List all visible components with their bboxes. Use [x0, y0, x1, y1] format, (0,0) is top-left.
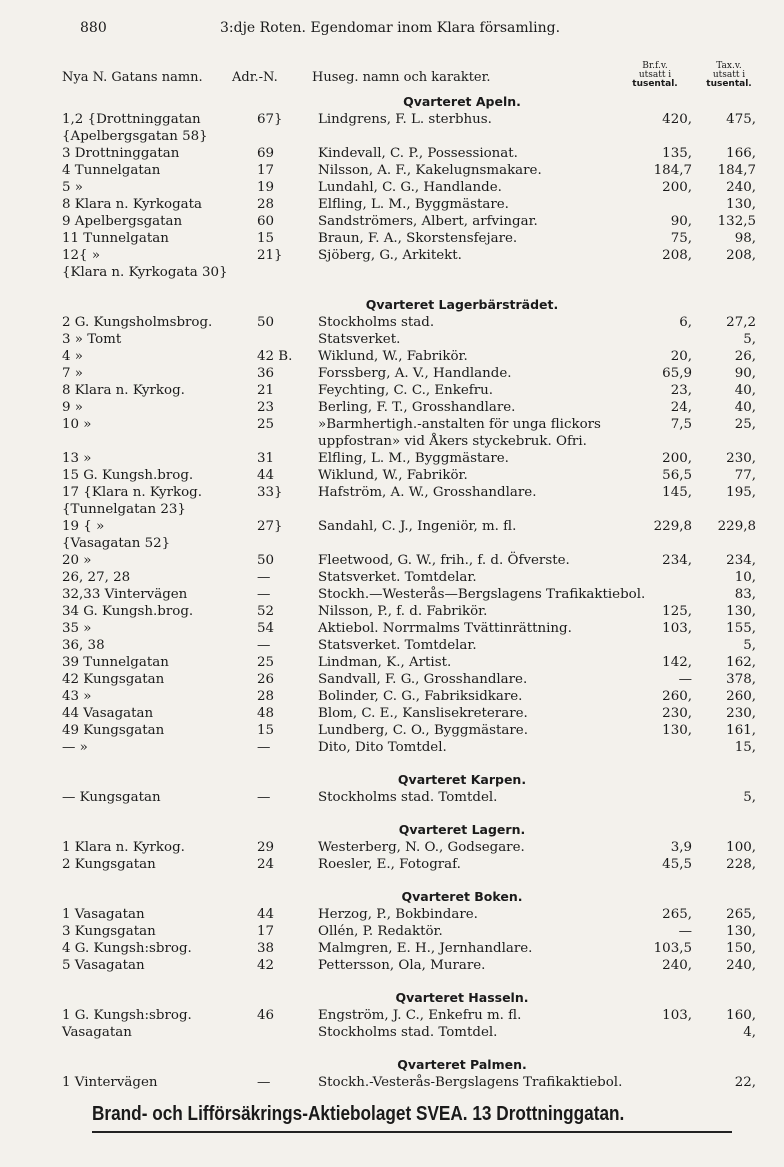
- owner-name: Lindgrens, F. L. sterbhus.: [318, 112, 492, 127]
- tax-value: 378,: [726, 672, 756, 687]
- tax-value: 162,: [726, 655, 756, 670]
- fire-insurance-value: 420,: [662, 112, 692, 127]
- address-number: 15: [257, 231, 275, 246]
- fire-insurance-value: 265,: [662, 907, 692, 922]
- tax-value: 228,: [726, 857, 756, 872]
- property-row: [62, 213, 762, 230]
- street-address: 12{ »: [62, 248, 101, 263]
- fire-insurance-value: 234,: [662, 553, 692, 568]
- street-address: 32,33 Vintervägen: [62, 587, 188, 602]
- block-spacer: [62, 806, 762, 820]
- street-address: 10 »: [62, 417, 92, 432]
- fire-insurance-value: 200,: [662, 451, 692, 466]
- street-address: 15 G. Kungsh.brog.: [62, 468, 194, 483]
- tax-value: 130,: [726, 197, 756, 212]
- fire-insurance-value: 184,7: [653, 163, 692, 178]
- street-address: 9 »: [62, 400, 83, 415]
- address-number: —: [257, 1075, 271, 1090]
- second-address: {Apelbergsgatan 58}: [62, 129, 208, 144]
- col-brfv: Br.f.v. utsatt i tusental.: [632, 61, 678, 89]
- property-row: [62, 923, 762, 940]
- street-address: 3 Drottninggatan: [62, 146, 180, 161]
- street-address: 4 Tunnelgatan: [62, 163, 161, 178]
- street-address: 9 Apelbergsgatan: [62, 214, 183, 229]
- fire-insurance-value: 200,: [662, 180, 692, 195]
- owner-name: Elfling, L. M., Byggmästare.: [318, 197, 509, 212]
- street-address: 35 »: [62, 621, 92, 636]
- address-number: 69: [257, 146, 275, 161]
- col-taxv: Tax.v. utsatt i tusental.: [706, 61, 752, 89]
- address-number: 52: [257, 604, 275, 619]
- street-address: 4 »: [62, 349, 83, 364]
- col-huseg: Huseg. namn och karakter.: [312, 70, 491, 85]
- fire-insurance-value: 75,: [670, 231, 692, 246]
- tax-value: 130,: [726, 604, 756, 619]
- fire-insurance-value: 145,: [662, 485, 692, 500]
- street-address: 5 Vasagatan: [62, 958, 145, 973]
- street-address: 1 Vintervägen: [62, 1075, 158, 1090]
- property-row: [62, 314, 762, 331]
- property-row: [62, 365, 762, 382]
- address-number: 28: [257, 197, 275, 212]
- street-address: 1 Vasagatan: [62, 907, 145, 922]
- tax-value: 5,: [743, 332, 756, 347]
- tax-value: 234,: [726, 553, 756, 568]
- col-nya-n: Nya N. Gatans namn.: [62, 70, 203, 85]
- property-row: [62, 399, 762, 416]
- property-row: [62, 179, 762, 196]
- address-number: 21}: [257, 248, 283, 263]
- owner-name: Stockholms stad. Tomtdel.: [318, 790, 498, 805]
- fire-insurance-value: 6,: [679, 315, 692, 330]
- property-row: [62, 247, 762, 281]
- street-address: 43 »: [62, 689, 92, 704]
- address-number: 38: [257, 941, 275, 956]
- tax-value: 132,5: [717, 214, 756, 229]
- address-number: 48: [257, 706, 275, 721]
- owner-name: Lindman, K., Artist.: [318, 655, 452, 670]
- address-number: —: [257, 570, 271, 585]
- owner-name: Statsverket. Tomtdelar.: [318, 570, 477, 585]
- tax-value: 184,7: [717, 163, 756, 178]
- fire-insurance-value: 260,: [662, 689, 692, 704]
- property-row: [62, 145, 762, 162]
- fire-insurance-value: 45,5: [662, 857, 692, 872]
- property-row: [62, 569, 762, 586]
- tax-value: 83,: [734, 587, 756, 602]
- fire-insurance-value: —: [678, 924, 692, 939]
- fire-insurance-value: 130,: [662, 723, 692, 738]
- owner-name: Ollén, P. Redaktör.: [318, 924, 443, 939]
- footer-advert: Brand- och Lifförsäkrings-Aktiebolaget SVEA. 13 Drottninggatan.: [92, 1103, 625, 1125]
- street-address: 19 { »: [62, 519, 105, 534]
- address-number: 36: [257, 366, 275, 381]
- address-number: 29: [257, 840, 275, 855]
- address-number: 21: [257, 383, 275, 398]
- owner-name: Roesler, E., Fotograf.: [318, 857, 461, 872]
- fire-insurance-value: 56,5: [662, 468, 692, 483]
- address-number: 15: [257, 723, 275, 738]
- owner-name: Aktiebol. Norrmalms Tvättinrättning.: [318, 621, 572, 636]
- fire-insurance-value: 142,: [662, 655, 692, 670]
- tax-value: 98,: [734, 231, 756, 246]
- owner-name: Malmgren, E. H., Jernhandlare.: [318, 941, 533, 956]
- fire-insurance-value: 23,: [670, 383, 692, 398]
- block-spacer: [62, 873, 762, 887]
- tax-value: 130,: [726, 924, 756, 939]
- owner-name: Sandströmers, Albert, arfvingar.: [318, 214, 538, 229]
- address-number: 25: [257, 655, 275, 670]
- fire-insurance-value: —: [678, 672, 692, 687]
- owner-name: Hafström, A. W., Grosshandlare.: [318, 485, 537, 500]
- property-row: [62, 586, 762, 603]
- tax-value: 230,: [726, 706, 756, 721]
- street-address: 20 »: [62, 553, 92, 568]
- fire-insurance-value: 103,: [662, 621, 692, 636]
- owner-name: Stockh.-Vesterås-Bergslagens Trafikaktiebol.: [318, 1075, 623, 1090]
- property-row: [62, 789, 762, 806]
- street-address: 7 »: [62, 366, 83, 381]
- address-number: —: [257, 587, 271, 602]
- property-row: [62, 705, 762, 722]
- address-number: —: [257, 638, 271, 653]
- property-row: [62, 671, 762, 688]
- address-number: 50: [257, 553, 275, 568]
- street-address: 13 »: [62, 451, 92, 466]
- address-number: 28: [257, 689, 275, 704]
- second-address: {Tunnelgatan 23}: [62, 502, 186, 517]
- street-address: 1,2 {Drottninggatan: [62, 112, 201, 127]
- property-row: [62, 906, 762, 923]
- fire-insurance-value: 208,: [662, 248, 692, 263]
- street-address: 17 {Klara n. Kyrkog.: [62, 485, 202, 500]
- property-row: [62, 603, 762, 620]
- address-number: 54: [257, 621, 275, 636]
- address-number: 46: [257, 1008, 275, 1023]
- street-address: 8 Klara n. Kyrkogata: [62, 197, 203, 212]
- street-address: 5 »: [62, 180, 83, 195]
- owner-name: Stockholms stad.: [318, 315, 435, 330]
- tax-value: 240,: [726, 958, 756, 973]
- owner-name: Wiklund, W., Fabrikör.: [318, 468, 468, 483]
- fire-insurance-value: 90,: [670, 214, 692, 229]
- street-address: 1 Klara n. Kyrkog.: [62, 840, 185, 855]
- property-row: [62, 416, 762, 450]
- owner-name: Lundberg, C. O., Byggmästare.: [318, 723, 528, 738]
- owner-name: Lundahl, C. G., Handlande.: [318, 180, 502, 195]
- owner-name: Statsverket. Tomtdelar.: [318, 638, 477, 653]
- property-row: [62, 1024, 762, 1041]
- street-address: 36, 38: [62, 638, 105, 653]
- second-address: {Vasagatan 52}: [62, 536, 171, 551]
- address-number: 25: [257, 417, 275, 432]
- fire-insurance-value: 7,5: [670, 417, 692, 432]
- block-spacer: [62, 1041, 762, 1055]
- property-row: [62, 450, 762, 467]
- fire-insurance-value: 240,: [662, 958, 692, 973]
- tax-value: 475,: [726, 112, 756, 127]
- tax-value: 40,: [734, 383, 756, 398]
- fire-insurance-value: 230,: [662, 706, 692, 721]
- owner-name: Kindevall, C. P., Possessionat.: [318, 146, 518, 161]
- tax-value: 4,: [743, 1025, 756, 1040]
- property-row: [62, 196, 762, 213]
- address-number: 23: [257, 400, 275, 415]
- property-row: [62, 839, 762, 856]
- property-row: [62, 637, 762, 654]
- street-address: 2 G. Kungsholmsbrog.: [62, 315, 213, 330]
- street-address: 44 Vasagatan: [62, 706, 154, 721]
- tax-value: 90,: [734, 366, 756, 381]
- tax-value: 15,: [734, 740, 756, 755]
- fire-insurance-value: 3,9: [670, 840, 692, 855]
- block-spacer: [62, 281, 762, 295]
- street-address: 26, 27, 28: [62, 570, 131, 585]
- owner-name: Nilsson, P., f. d. Fabrikör.: [318, 604, 488, 619]
- street-address: — Kungsgatan: [62, 790, 161, 805]
- property-row: [62, 957, 762, 974]
- tax-value: 40,: [734, 400, 756, 415]
- address-number: 67}: [257, 112, 283, 127]
- address-number: 26: [257, 672, 275, 687]
- owner-name: Blom, C. E., Kanslisekreterare.: [318, 706, 528, 721]
- address-number: 42: [257, 958, 275, 973]
- block-title: Qvarteret Boken.: [401, 889, 523, 904]
- address-number: —: [257, 740, 271, 755]
- property-row: [62, 739, 762, 756]
- tax-value: 27,2: [726, 315, 756, 330]
- street-address: 11 Tunnelgatan: [62, 231, 169, 246]
- tax-value: 240,: [726, 180, 756, 195]
- owner-name: Statsverket.: [318, 332, 401, 347]
- owner-name: Forssberg, A. V., Handlande.: [318, 366, 512, 381]
- address-number: 50: [257, 315, 275, 330]
- address-number: 19: [257, 180, 275, 195]
- property-row: [62, 654, 762, 671]
- page-number: 880: [80, 20, 107, 36]
- block-title: Qvarteret Lagern.: [398, 822, 526, 837]
- address-number: 17: [257, 163, 275, 178]
- col-adr-n: Adr.-N.: [232, 70, 278, 85]
- fire-insurance-value: 24,: [670, 400, 692, 415]
- tax-value: 265,: [726, 907, 756, 922]
- tax-value: 161,: [726, 723, 756, 738]
- address-number: —: [257, 790, 271, 805]
- tax-value: 230,: [726, 451, 756, 466]
- owner-name: Dito, Dito Tomtdel.: [318, 740, 447, 755]
- address-number: 27}: [257, 519, 283, 534]
- tax-value: 77,: [734, 468, 756, 483]
- fire-insurance-value: 135,: [662, 146, 692, 161]
- block-title: Qvarteret Karpen.: [397, 772, 527, 787]
- owner-name: »Barmhertigh.-anstalten för unga flickors: [318, 417, 601, 432]
- address-number: 44: [257, 468, 275, 483]
- property-row: [62, 111, 762, 145]
- street-address: 39 Tunnelgatan: [62, 655, 169, 670]
- owner-name: Sandvall, F. G., Grosshandlare.: [318, 672, 528, 687]
- property-row: [62, 552, 762, 569]
- owner-name: Westerberg, N. O., Godsegare.: [318, 840, 525, 855]
- owner-name: Braun, F. A., Skorstensfejare.: [318, 231, 518, 246]
- tax-value: 5,: [743, 790, 756, 805]
- fire-insurance-value: 103,5: [653, 941, 692, 956]
- address-number: 42 B.: [257, 349, 293, 364]
- property-row: [62, 856, 762, 873]
- property-row: [62, 467, 762, 484]
- tax-value: 160,: [726, 1008, 756, 1023]
- property-row: [62, 230, 762, 247]
- second-address: {Klara n. Kyrkogata 30}: [62, 265, 228, 280]
- footer-underline: [92, 1131, 732, 1133]
- tax-value: 25,: [734, 417, 756, 432]
- tax-value: 208,: [726, 248, 756, 263]
- property-row: [62, 331, 762, 348]
- owner-name: Engström, J. C., Enkefru m. fl.: [318, 1008, 522, 1023]
- address-number: 31: [257, 451, 275, 466]
- street-address: 4 G. Kungsh:sbrog.: [62, 941, 192, 956]
- owner-name: Nilsson, A. F., Kakelugnsmakare.: [318, 163, 542, 178]
- running-title: 3:dje Roten. Egendomar inom Klara församling.: [220, 20, 561, 36]
- fire-insurance-value: 229,8: [653, 519, 692, 534]
- fire-insurance-value: 20,: [670, 349, 692, 364]
- street-address: 3 » Tomt: [62, 332, 122, 347]
- owner-name: Berling, F. T., Grosshandlare.: [318, 400, 516, 415]
- owner-name: Sandahl, C. J., Ingeniör, m. fl.: [318, 519, 517, 534]
- owner-name: Bolinder, C. G., Fabriksidkare.: [318, 689, 523, 704]
- property-row: [62, 722, 762, 739]
- address-number: 24: [257, 857, 275, 872]
- owner-name: Stockh.—Westerås—Bergslagens Trafikaktiebol.: [318, 587, 646, 602]
- property-row: [62, 620, 762, 637]
- street-address: 3 Kungsgatan: [62, 924, 156, 939]
- street-address: Vasagatan: [62, 1025, 132, 1040]
- column-headers: [62, 62, 762, 88]
- tax-value: 5,: [743, 638, 756, 653]
- tax-value: 22,: [734, 1075, 756, 1090]
- property-row: [62, 348, 762, 365]
- block-title: Qvarteret Hasseln.: [395, 990, 529, 1005]
- owner-name: Wiklund, W., Fabrikör.: [318, 349, 468, 364]
- fire-insurance-value: 65,9: [662, 366, 692, 381]
- owner-name: Herzog, P., Bokbindare.: [318, 907, 478, 922]
- street-address: 8 Klara n. Kyrkog.: [62, 383, 185, 398]
- tax-value: 150,: [726, 941, 756, 956]
- street-address: 1 G. Kungsh:sbrog.: [62, 1008, 192, 1023]
- tax-value: 100,: [726, 840, 756, 855]
- owner-name: Elfling, L. M., Byggmästare.: [318, 451, 509, 466]
- tax-value: 155,: [726, 621, 756, 636]
- property-row: [62, 940, 762, 957]
- running-header: [80, 20, 744, 40]
- block-title: Qvarteret Lagerbärsträdet.: [365, 297, 559, 312]
- street-address: 2 Kungsgatan: [62, 857, 156, 872]
- address-number: 60: [257, 214, 275, 229]
- block-spacer: [62, 974, 762, 988]
- owner-name: Stockholms stad. Tomtdel.: [318, 1025, 498, 1040]
- property-row: [62, 382, 762, 399]
- owner-name: Feychting, C. C., Enkefru.: [318, 383, 494, 398]
- address-number: 17: [257, 924, 275, 939]
- street-address: 49 Kungsgatan: [62, 723, 165, 738]
- address-number: 33}: [257, 485, 283, 500]
- address-number: 44: [257, 907, 275, 922]
- tax-value: 26,: [734, 349, 756, 364]
- fire-insurance-value: 103,: [662, 1008, 692, 1023]
- tax-value: 229,8: [717, 519, 756, 534]
- tax-value: 10,: [734, 570, 756, 585]
- street-address: 42 Kungsgatan: [62, 672, 165, 687]
- register-content: [62, 92, 762, 1091]
- owner-name: Fleetwood, G. W., frih., f. d. Öfverste.: [318, 553, 570, 568]
- owner-name: Sjöberg, G., Arkitekt.: [318, 248, 462, 263]
- street-address: 34 G. Kungsh.brog.: [62, 604, 194, 619]
- block-title: Qvarteret Apeln.: [403, 94, 521, 109]
- tax-value: 195,: [726, 485, 756, 500]
- owner-continuation: uppfostran» vid Åkers styckebruk. Ofri.: [318, 434, 587, 449]
- property-row: [62, 1074, 762, 1091]
- block-title: Qvarteret Palmen.: [397, 1057, 527, 1072]
- property-row: [62, 518, 762, 552]
- property-row: [62, 162, 762, 179]
- block-spacer: [62, 756, 762, 770]
- tax-value: 166,: [726, 146, 756, 161]
- fire-insurance-value: 125,: [662, 604, 692, 619]
- street-address: — »: [62, 740, 88, 755]
- property-row: [62, 688, 762, 705]
- property-row: [62, 484, 762, 518]
- tax-value: 260,: [726, 689, 756, 704]
- property-row: [62, 1007, 762, 1024]
- owner-name: Pettersson, Ola, Murare.: [318, 958, 486, 973]
